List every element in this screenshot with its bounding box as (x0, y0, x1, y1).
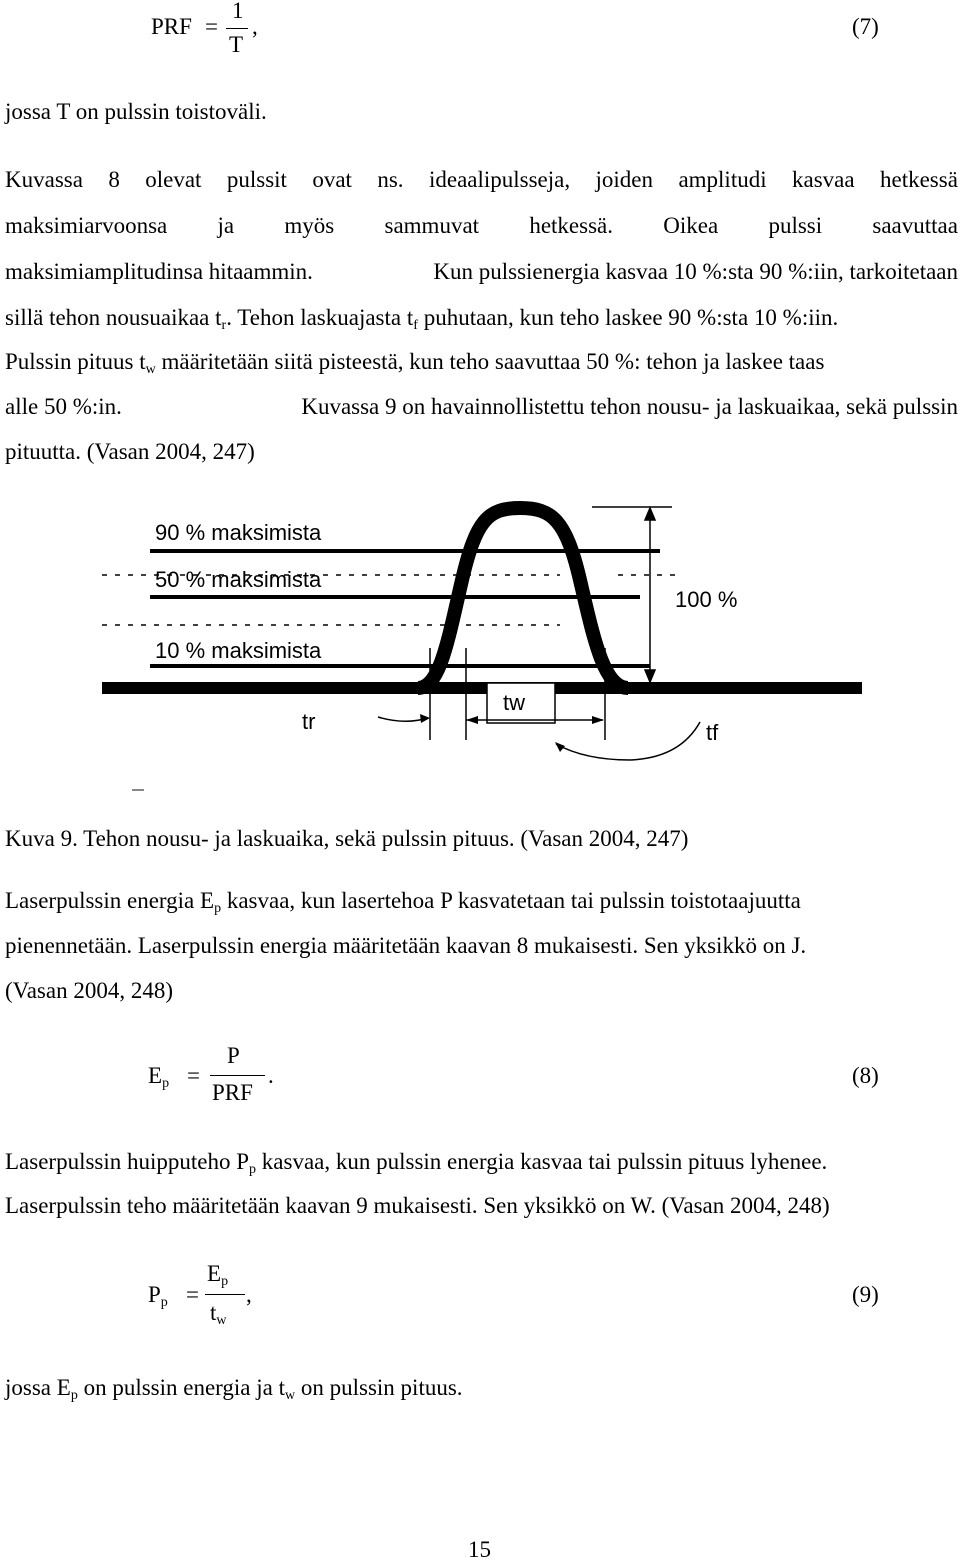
word: kasvaa (792, 167, 855, 192)
text-segment: alle 50 %:in. (5, 394, 122, 419)
p3-line-3: (Vasan 2004, 248) (5, 978, 173, 1003)
eq8-denominator: PRF (212, 1080, 253, 1105)
eq7-lhs: PRF (151, 14, 192, 39)
word: saavuttaa (872, 213, 958, 238)
p2-line-2 (5, 212, 958, 240)
eq9-numerator: $E_p$ (207, 1261, 229, 1289)
label-50-percent: 50 % maksimista (155, 567, 322, 592)
eq7-denominator: T (229, 32, 244, 57)
eq8-number: (8) (852, 1063, 879, 1088)
word: ns. (377, 167, 404, 192)
label-tr: tr (302, 709, 316, 734)
eq7-comma: , (252, 14, 258, 39)
word: joiden (595, 167, 654, 192)
label-100-percent: 100 % (675, 587, 738, 612)
word: maksimiarvoonsa (5, 213, 168, 238)
word: pulssi (768, 213, 823, 238)
word: pulssit (226, 167, 287, 192)
p3-line-1: Laserpulssin energia $E_p$ kasvaa, kun lasertehoa P kasvatetaan tai pulssin toistotaajuutta (5, 888, 801, 916)
eq9-equals: = (186, 1282, 199, 1307)
arrow-up-icon (645, 508, 655, 520)
word: 8 (108, 167, 120, 192)
eq9-denominator: $t_w$ (210, 1300, 227, 1328)
eq8-fraction-bar (210, 1075, 265, 1076)
label-tw: tw (503, 690, 525, 715)
text-segment: Kuvassa 9 on havainnollistettu tehon nousu- ja laskuaikaa, sekä pulssin (301, 394, 958, 419)
tf-leader (556, 722, 700, 760)
eq7-numerator: 1 (232, 0, 244, 23)
p2-line-3 (5, 258, 958, 286)
p2-line-6 (5, 393, 958, 421)
eq9-fraction-bar (205, 1294, 245, 1295)
eq9-comma: , (246, 1282, 252, 1307)
p4-line-1: Laserpulssin huipputeho $P_p$ kasvaa, kun pulssin energia kasvaa tai pulssin pituus lyhenee. (5, 1149, 828, 1177)
word: ideaalipulsseja, (428, 167, 571, 192)
eq7-equals: = (205, 14, 218, 39)
p2-line-1 (5, 166, 958, 194)
word: Kuvassa (5, 167, 83, 192)
word: hetkessä. (529, 213, 613, 238)
eq9-lhs: $P_p$ (148, 1282, 168, 1310)
word: amplitudi (678, 167, 767, 192)
arrow-left-icon (466, 716, 478, 724)
eq7-fraction-bar (226, 28, 248, 29)
eq8-numerator: P (227, 1043, 240, 1068)
p4-line-2: Laserpulssin teho määritetään kaavan 9 mukaisesti. Sen yksikkö on W. (Vasan 2004, 248) (5, 1193, 830, 1218)
text-segment: Kun pulssienergia kasvaa 10 %:sta 90 %:iin, tarkoitetaan (433, 259, 958, 284)
word: myös (284, 213, 335, 238)
tr-arrow-icon (420, 714, 430, 723)
arrow-down-icon (645, 670, 655, 682)
eq8-lhs: $E_p$ (148, 1063, 170, 1091)
word: ovat (312, 167, 352, 192)
word: hetkessä (880, 167, 958, 192)
eq7-number: (7) (852, 14, 879, 39)
p3-line-2: pienennetään. Laserpulssin energia määritetään kaavan 8 mukaisesti. Sen yksikkö on J. (5, 933, 807, 958)
paragraph-5: jossa $E_p$ on pulssin energia ja $t_w$ on pulssin pituus. (5, 1375, 463, 1403)
word: olevat (145, 167, 202, 192)
label-90-percent: 90 % maksimista (155, 520, 322, 545)
arrow-right-icon (592, 716, 604, 724)
word: ja (217, 213, 235, 238)
eq8-period: . (268, 1063, 274, 1088)
p2-line-7: pituutta. (Vasan 2004, 247) (5, 439, 255, 464)
word: sammuvat (384, 213, 480, 238)
page-number: 15 (468, 1537, 491, 1562)
text-segment: maksimiamplitudinsa hitaammin. (5, 259, 313, 284)
eq9-number: (9) (852, 1282, 879, 1307)
label-tf: tf (706, 720, 719, 745)
word: Oikea (663, 213, 719, 238)
paragraph-1: jossa T on pulssin toistoväli. (5, 99, 267, 124)
tf-arrow-icon (555, 742, 565, 752)
figure-caption: Kuva 9. Tehon nousu- ja laskuaika, sekä pulssin pituus. (Vasan 2004, 247) (5, 826, 689, 851)
label-10-percent: 10 % maksimista (155, 638, 322, 663)
pulse-figure (96, 496, 876, 796)
eq8-equals: = (187, 1063, 200, 1088)
p2-line-5: Pulssin pituus $t_w$ määritetään siitä pisteestä, kun teho saavuttaa 50 %: tehon ja laskee taas (5, 349, 825, 377)
p2-line-4: sillä tehon nousuaikaa $t_r$. Tehon laskuajasta $t_f$ puhutaan, kun teho laskee 90 %:sta 10 %:iin. (5, 305, 839, 333)
